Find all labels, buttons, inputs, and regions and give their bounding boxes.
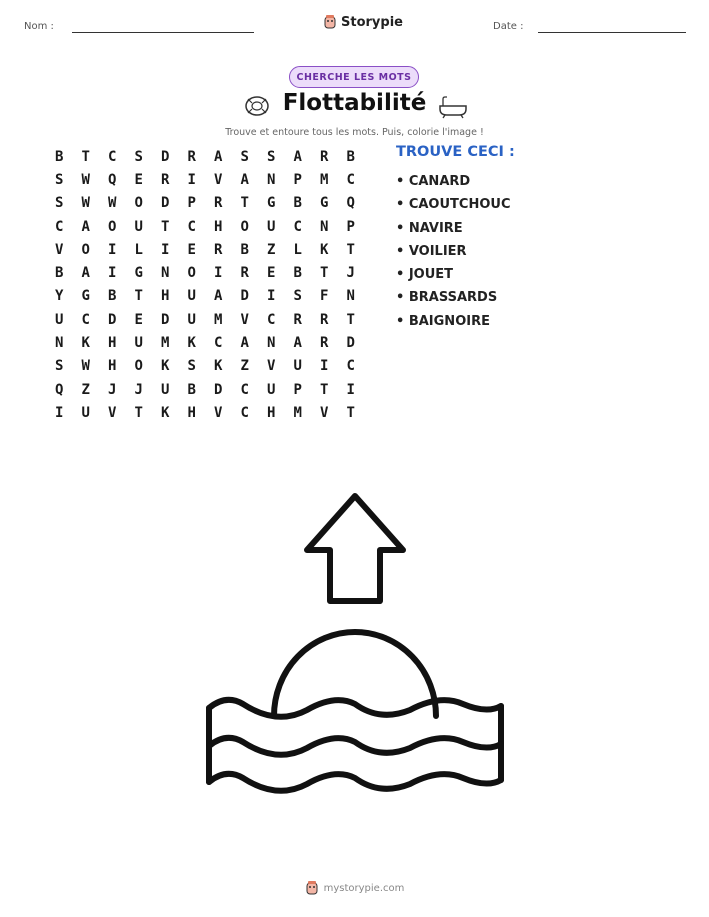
grid-letter: B xyxy=(240,241,249,258)
grid-letter: N xyxy=(267,335,276,352)
grid-letter: O xyxy=(240,218,249,235)
grid-letter: C xyxy=(187,218,196,235)
grid-letter: Z xyxy=(81,381,90,398)
grid-letter: A xyxy=(214,288,223,305)
grid-letter: A xyxy=(81,218,90,235)
grid-letter: R xyxy=(240,265,249,282)
grid-letter: R xyxy=(320,311,329,328)
grid-letter: N xyxy=(320,218,329,235)
grid-letter: T xyxy=(81,148,90,165)
grid-letter: C xyxy=(346,171,355,188)
grid-letter: S xyxy=(267,148,276,165)
grid-letter: N xyxy=(55,335,64,352)
grid-letter: D xyxy=(161,148,170,165)
brand xyxy=(323,14,403,30)
grid-letter: T xyxy=(346,404,355,421)
word-list-item: • NAVIRE xyxy=(396,220,463,236)
grid-letter: H xyxy=(108,358,117,375)
grid-letter: S xyxy=(134,148,143,165)
date-label: Date : xyxy=(493,21,524,32)
grid-letter: G xyxy=(134,265,143,282)
grid-letter: J xyxy=(346,265,355,282)
grid-letter: N xyxy=(161,265,170,282)
grid-letter: T xyxy=(240,195,249,212)
grid-letter: U xyxy=(81,404,90,421)
grid-letter: O xyxy=(187,265,196,282)
grid-letter: R xyxy=(293,311,302,328)
name-line xyxy=(72,32,254,33)
word-list-item: • BAIGNOIRE xyxy=(396,313,490,329)
grid-letter: P xyxy=(187,195,196,212)
grid-letter: G xyxy=(320,195,329,212)
grid-letter: B xyxy=(55,265,64,282)
grid-letter: H xyxy=(108,335,117,352)
grid-letter: B xyxy=(55,148,64,165)
grid-letter: A xyxy=(293,148,302,165)
grid-letter: C xyxy=(267,311,276,328)
grid-letter: T xyxy=(134,404,143,421)
grid-letter: B xyxy=(293,195,302,212)
grid-letter: W xyxy=(81,358,90,375)
grid-letter: V xyxy=(267,358,276,375)
grid-letter: I xyxy=(320,358,329,375)
grid-letter: O xyxy=(108,218,117,235)
grid-letter: D xyxy=(161,195,170,212)
grid-letter: V xyxy=(240,311,249,328)
grid-letter: P xyxy=(293,381,302,398)
word-list-item: • VOILIER xyxy=(396,243,467,259)
instructions: Trouve et entoure tous les mots. Puis, colorie l'image ! xyxy=(225,127,484,138)
grid-letter: H xyxy=(187,404,196,421)
grid-letter: A xyxy=(240,335,249,352)
grid-letter: M xyxy=(320,171,329,188)
grid-letter: I xyxy=(187,171,196,188)
grid-letter: V xyxy=(214,171,223,188)
grid-letter: B xyxy=(346,148,355,165)
grid-letter: I xyxy=(214,265,223,282)
grid-letter: C xyxy=(214,335,223,352)
grid-letter: V xyxy=(108,404,117,421)
word-list-item: • CANARD xyxy=(396,174,471,189)
grid-letter: Y xyxy=(55,288,64,305)
grid-letter: V xyxy=(214,404,223,421)
word-list-item: • JOUET xyxy=(396,267,454,283)
grid-letter: G xyxy=(81,288,90,305)
grid-letter: I xyxy=(346,381,355,398)
grid-letter: T xyxy=(346,241,355,258)
name-label: Nom : xyxy=(24,21,54,32)
grid-letter: R xyxy=(187,148,196,165)
grid-letter: W xyxy=(81,195,90,212)
grid-letter: B xyxy=(187,381,196,398)
grid-letter: C xyxy=(55,218,64,235)
grid-letter: W xyxy=(108,195,117,212)
grid-letter: A xyxy=(81,265,90,282)
grid-letter: D xyxy=(108,311,117,328)
grid-letter: H xyxy=(161,288,170,305)
grid-letter: U xyxy=(134,218,143,235)
grid-letter: H xyxy=(214,218,223,235)
grid-letter: K xyxy=(320,241,329,258)
grid-letter: A xyxy=(293,335,302,352)
grid-letter: J xyxy=(108,381,117,398)
word-list-item: • CAOUTCHOUC xyxy=(396,197,511,213)
footer xyxy=(0,880,709,896)
storypie-logo-icon xyxy=(305,880,319,896)
grid-letter: R xyxy=(161,171,170,188)
grid-letter: B xyxy=(108,288,117,305)
grid-letter: I xyxy=(55,404,64,421)
grid-letter: K xyxy=(81,335,90,352)
grid-letter: S xyxy=(55,195,64,212)
storypie-logo-icon xyxy=(323,14,337,30)
grid-letter: D xyxy=(214,381,223,398)
grid-letter: O xyxy=(134,195,143,212)
grid-letter: I xyxy=(267,288,276,305)
page-title: Flottabilité xyxy=(282,90,427,116)
grid-letter: U xyxy=(187,311,196,328)
grid-letter: J xyxy=(134,381,143,398)
grid-letter: T xyxy=(134,288,143,305)
grid-letter: T xyxy=(320,381,329,398)
grid-letter: I xyxy=(161,241,170,258)
grid-letter: C xyxy=(293,218,302,235)
grid-letter: U xyxy=(267,381,276,398)
grid-letter: U xyxy=(161,381,170,398)
grid-letter: N xyxy=(267,171,276,188)
grid-letter: T xyxy=(346,311,355,328)
grid-letter: M xyxy=(293,404,302,421)
grid-letter: M xyxy=(161,335,170,352)
grid-letter: L xyxy=(293,241,302,258)
grid-letter: U xyxy=(267,218,276,235)
grid-letter: M xyxy=(214,311,223,328)
grid-letter: N xyxy=(346,288,355,305)
word-list xyxy=(396,170,510,333)
date-line xyxy=(538,32,686,33)
word-list-item: • BRASSARDS xyxy=(396,290,498,306)
grid-letter: E xyxy=(134,311,143,328)
grid-letter: U xyxy=(293,358,302,375)
grid-letter: I xyxy=(108,241,117,258)
grid-letter: G xyxy=(267,195,276,212)
grid-letter: R xyxy=(214,241,223,258)
grid-letter: K xyxy=(161,404,170,421)
grid-letter: A xyxy=(214,148,223,165)
grid-letter: Q xyxy=(108,171,117,188)
grid-letter: S xyxy=(187,358,196,375)
grid-letter: S xyxy=(240,148,249,165)
grid-letter: V xyxy=(55,241,64,258)
grid-letter: S xyxy=(55,171,64,188)
grid-letter: U xyxy=(55,311,64,328)
grid-letter: P xyxy=(293,171,302,188)
activity-badge: CHERCHE LES MOTS xyxy=(289,66,419,88)
grid-letter: C xyxy=(81,311,90,328)
grid-letter: Z xyxy=(240,358,249,375)
grid-letter: R xyxy=(214,195,223,212)
grid-letter: W xyxy=(81,171,90,188)
grid-letter: C xyxy=(346,358,355,375)
word-search-grid xyxy=(46,145,364,425)
grid-letter: R xyxy=(320,148,329,165)
grid-letter: S xyxy=(55,358,64,375)
footer-url[interactable]: mystorypie.com xyxy=(323,882,405,894)
grid-letter: T xyxy=(320,265,329,282)
word-list-title: TROUVE CECI : xyxy=(396,144,515,160)
grid-letter: C xyxy=(240,404,249,421)
grid-letter: D xyxy=(161,311,170,328)
grid-letter: R xyxy=(320,335,329,352)
bathtub-icon xyxy=(437,95,469,119)
grid-letter: T xyxy=(161,218,170,235)
grid-letter: F xyxy=(320,288,329,305)
grid-letter: E xyxy=(267,265,276,282)
grid-letter: Z xyxy=(267,241,276,258)
grid-letter: K xyxy=(214,358,223,375)
grid-letter: D xyxy=(240,288,249,305)
grid-letter: A xyxy=(240,171,249,188)
grid-letter: C xyxy=(108,148,117,165)
grid-letter: Q xyxy=(55,381,64,398)
grid-letter: B xyxy=(293,265,302,282)
grid-letter: O xyxy=(81,241,90,258)
grid-letter: U xyxy=(134,335,143,352)
grid-letter: S xyxy=(293,288,302,305)
grid-letter: H xyxy=(267,404,276,421)
grid-letter: U xyxy=(187,288,196,305)
grid-letter: E xyxy=(134,171,143,188)
grid-letter: Q xyxy=(346,195,355,212)
grid-letter: D xyxy=(346,335,355,352)
grid-letter: E xyxy=(187,241,196,258)
buoyancy-arrow-sun-waves-icon xyxy=(195,490,515,810)
grid-letter: V xyxy=(320,404,329,421)
brand-name: Storypie xyxy=(341,14,403,30)
grid-letter: K xyxy=(161,358,170,375)
grid-letter: C xyxy=(240,381,249,398)
grid-letter: L xyxy=(134,241,143,258)
grid-letter: P xyxy=(346,218,355,235)
grid-letter: I xyxy=(108,265,117,282)
grid-letter: K xyxy=(187,335,196,352)
grid-letter: O xyxy=(134,358,143,375)
